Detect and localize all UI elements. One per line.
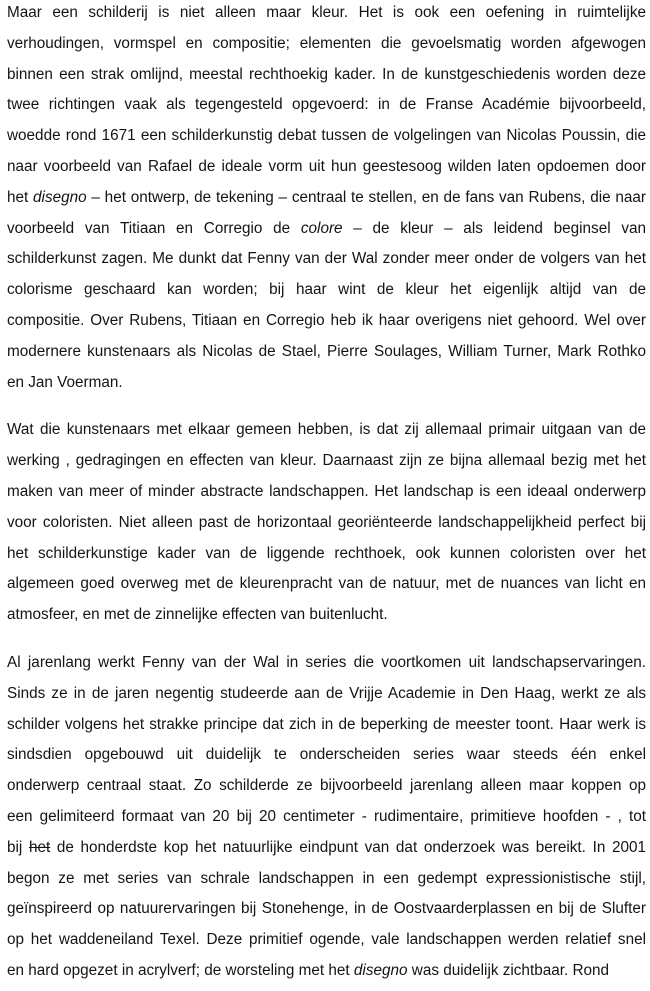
text-line — [7, 3, 646, 23]
text-segment: het — [7, 188, 34, 206]
text-segment: en Jan Voerman. — [7, 373, 123, 391]
struck-word: het — [28, 838, 51, 856]
text-segment: schilder volgens het strakke principe dat zich in de beperking de meester toont. Haar werk is — [7, 715, 646, 733]
text-line — [7, 838, 646, 858]
text-segment: begon ze met series van schrale landschappen in een gedempt expressionistische stijl, — [7, 869, 646, 887]
text-segment: en hard opgezet in acrylverf; de worsteling met het — [7, 962, 354, 979]
text-line — [7, 544, 646, 564]
text-segment: Wat die kunstenaars met elkaar gemeen hebben, is dat zij allemaal primair uitgaan van de — [7, 421, 646, 439]
text-line — [7, 574, 646, 594]
text-line — [7, 95, 646, 115]
text-line — [7, 684, 646, 704]
text-segment: algemeen goed overweg met de kleurenpracht van de natuur, met de nuances van licht en — [7, 575, 646, 593]
text-line — [7, 482, 646, 502]
text-line — [7, 219, 646, 239]
text-line — [7, 311, 646, 331]
text-segment: geïnspireerd op natuurervaringen bij Stonehenge, in de Oostvaarderplassen en bij de Slufter — [7, 900, 646, 918]
text-line — [7, 34, 646, 54]
text-segment: onderwerp centraal staat. Zo schilderde ze bijvoorbeeld jarenlang alleen maar koppen op — [7, 777, 646, 795]
text-segment: voorbeeld van Titiaan en Corregio de — [7, 219, 301, 237]
text-segment: sindsdien opgebouwd uit duidelijk te onderscheiden series waar steeds één enkel — [7, 746, 646, 764]
text-line — [7, 373, 646, 393]
text-segment: bij — [7, 838, 29, 856]
text-segment: schilderkunst zagen. Me dunkt dat Fenny van der Wal zonder meer onder de volgers van het — [7, 250, 646, 268]
text-segment: colorisme geschaard kan worden; bij haar wint de kleur het eigenlijk altijd van de — [7, 281, 646, 299]
text-segment: Maar een schilderij is niet alleen maar kleur. Het is ook een oefening in ruimtelijke — [7, 4, 646, 21]
text-segment: voor coloristen. Niet alleen past de horizontaal georiënteerde landschappelijkheid perfect bij — [7, 513, 646, 531]
text-segment: naar voorbeeld van Rafael de ideale vorm uit hun geestesoog wilden laten opdoemen door — [7, 158, 646, 175]
text-line — [7, 249, 646, 269]
italic-term: colore — [300, 219, 343, 237]
text-line — [7, 280, 646, 300]
text-line — [7, 605, 646, 625]
text-segment: werking , gedragingen en effecten van kleur. Daarnaast zijn ze bijna allemaal bezig met het — [7, 452, 646, 470]
italic-term: disegno — [33, 188, 87, 206]
text-line — [7, 961, 646, 981]
text-segment: Al jarenlang werkt Fenny van der Wal in series die voortkomen uit landschapservaringen. — [7, 654, 646, 671]
text-line — [7, 899, 646, 919]
italic-term: disegno — [353, 962, 408, 979]
text-segment: modernere kunstenaars als Nicolas de Stael, Pierre Soulages, William Turner, Mark Rothko — [7, 342, 646, 360]
text-line — [7, 188, 646, 208]
text-segment: Sinds ze in de jaren negentig studeerde aan de Vrijje Academie in Den Haag, werkt ze als — [7, 684, 646, 702]
text-segment: verhoudingen, vormspel en compositie; elementen die gevoelsmatig worden afgewogen — [7, 34, 646, 52]
text-segment: op het waddeneiland Texel. Deze primitief ogende, vale landschappen werden relatief snel — [7, 931, 646, 949]
text-line — [7, 451, 646, 471]
text-line — [7, 420, 646, 440]
text-line — [7, 807, 646, 827]
text-segment: binnen een strak omlijnd, meestal rechthoekig kader. In de kunstgeschiedenis worden deze — [7, 65, 646, 83]
text-line — [7, 342, 646, 362]
text-segment: was duidelijk zichtbaar. Rond — [407, 962, 610, 979]
text-segment: maken van meer of minder abstracte landschappen. Het landschap is een ideaal onderwerp — [7, 483, 646, 500]
text-segment: twee richtingen vaak als tegengesteld opgevoerd: in de Franse Académie bijvoorbeeld, — [7, 96, 646, 114]
text-segment: atmosfeer, en met de zinnelijke effecten van buitenlucht. — [7, 606, 388, 624]
text-segment: woedde rond 1671 een schilderkunstig debat tussen de volgelingen van Nicolas Poussin, die — [7, 127, 646, 145]
text-line — [7, 776, 646, 796]
text-segment: een gelimiteerd formaat van 20 bij 20 centimeter - rudimentaire, primitieve hoofden - , tot — [7, 808, 646, 825]
text-line — [7, 653, 646, 673]
text-line — [7, 715, 646, 735]
text-segment: – het ontwerp, de tekening – centraal te stellen, en de fans van Rubens, die naar — [86, 188, 647, 206]
text-line — [7, 869, 646, 889]
text-line — [7, 65, 646, 85]
text-line — [7, 513, 646, 533]
text-line — [7, 745, 646, 765]
text-segment: – de kleur – als leidend beginsel van — [342, 219, 646, 237]
text-line — [7, 930, 646, 950]
text-line — [7, 126, 646, 146]
text-line — [7, 157, 646, 177]
text-segment: compositie. Over Rubens, Titiaan en Corregio heb ik haar overigens niet gehoord. Wel over — [7, 312, 646, 329]
text-segment: het schilderkunstige kader van de liggende rechthoek, ook kunnen coloristen over het — [7, 544, 646, 562]
text-segment: de honderdste kop het natuurlijke eindpunt van dat onderzoek was bereikt. In 2001 — [50, 838, 646, 856]
